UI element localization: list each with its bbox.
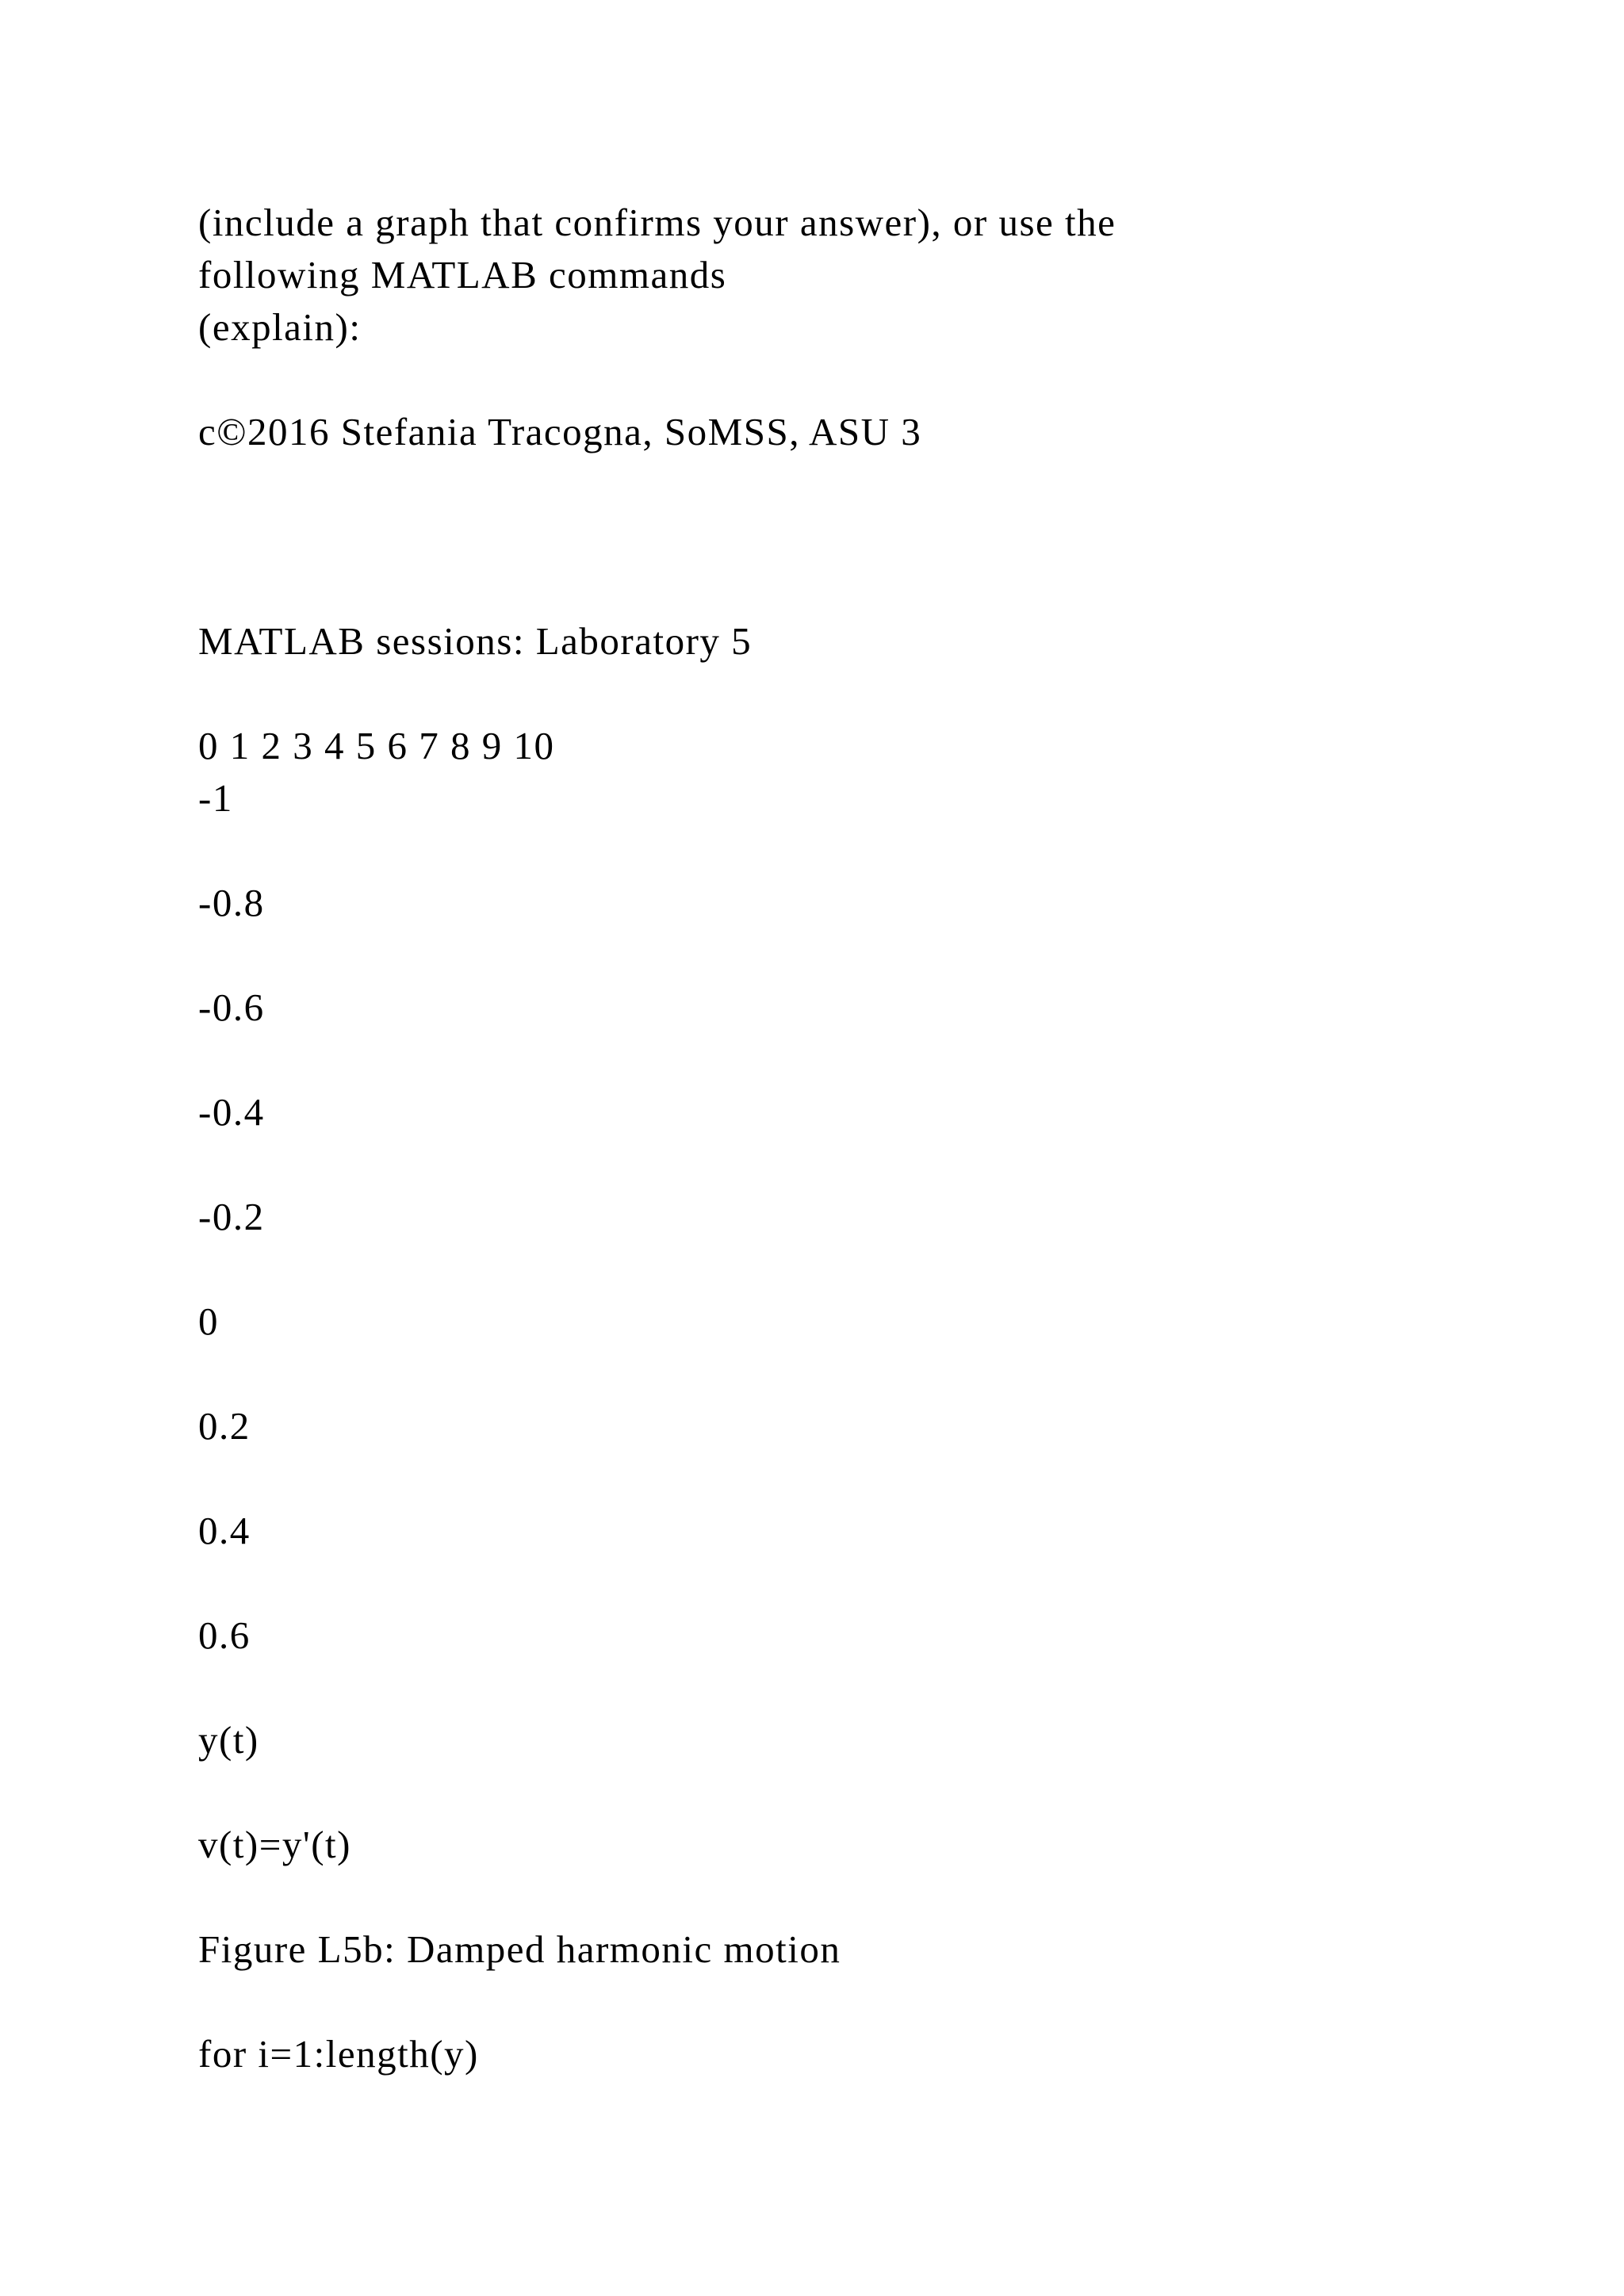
- y-tick-label: -0.6: [198, 985, 265, 1029]
- y-tick-label: 0.4: [198, 1509, 251, 1552]
- y-tick-label: 0.2: [198, 1404, 251, 1448]
- code-line: for i=1:length(y): [198, 2032, 479, 2076]
- copyright-footer: c©2016 Stefania Tracogna, SoMSS, ASU 3: [198, 410, 922, 453]
- intro-line-3: (explain):: [198, 305, 362, 349]
- x-tick-labels: 0 1 2 3 4 5 6 7 8 9 10: [198, 724, 555, 767]
- y-tick-label: -0.4: [198, 1090, 265, 1134]
- legend-label-v: v(t)=y'(t): [198, 1823, 351, 1866]
- y-tick-label: 0: [198, 1299, 219, 1343]
- y-tick-label: 0.6: [198, 1613, 251, 1657]
- intro-line-1: (include a graph that confirms your answer), or use the: [198, 201, 1116, 244]
- y-tick-label: -0.8: [198, 881, 265, 924]
- intro-line-2: following MATLAB commands: [198, 253, 727, 297]
- page-header: MATLAB sessions: Laboratory 5: [198, 619, 753, 663]
- figure-caption: Figure L5b: Damped harmonic motion: [198, 1927, 841, 1971]
- y-tick-label: -0.2: [198, 1195, 265, 1238]
- y-tick-label: -1: [198, 776, 233, 820]
- legend-label-y: y(t): [198, 1718, 259, 1762]
